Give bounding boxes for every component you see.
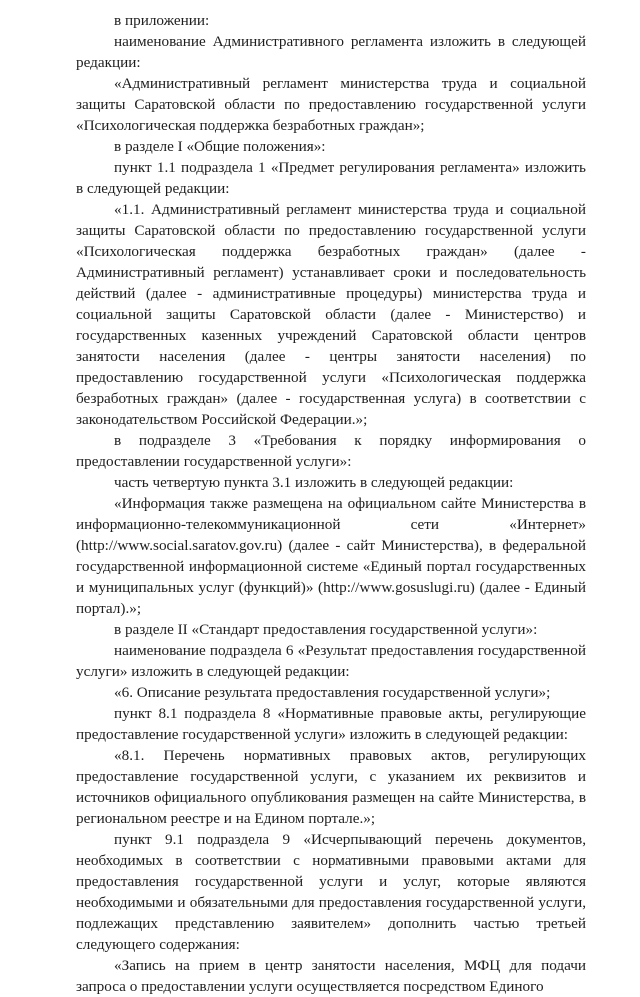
- paragraph: в разделе II «Стандарт предоставления государственной услуги»:: [114, 621, 538, 638]
- paragraph: «1.1. Административный регламент министерства труда и социальной защиты Саратовской области по предоставлению государственной услуги «Психологическая поддержка безработных граждан» (далее - Административный регламент) устанавливает сроки и последовательность действий (далее - административные процедуры) министерства труда и социальной защиты Саратовской области (далее - Министерство) и государственных казенных учреждений Саратовской области центров занятости населения (далее - центры занятости населения) по предоставлению государственной услуги «Психологическая поддержка безработных граждан» (далее - государственная услуга) в соответствии с законодательством Российской Федерации.»;: [76, 201, 586, 428]
- paragraph: наименование подраздела 6 «Результат предоставления государственной услуги» изложить в следующей редакции:: [76, 642, 586, 680]
- paragraph: «Административный регламент министерства труда и социальной защиты Саратовской области по предоставлению государственной услуги «Психологическая поддержка безработных граждан»;: [76, 75, 586, 134]
- paragraph: пункт 8.1 подраздела 8 «Нормативные правовые акты, регулирующие предоставление государственной услуги» изложить в следующей редакции:: [76, 705, 586, 743]
- paragraph: в разделе I «Общие положения»:: [114, 138, 326, 155]
- paragraph: пункт 1.1 подраздела 1 «Предмет регулирования регламента» изложить в следующей редакции:: [76, 159, 586, 197]
- paragraph: «6. Описание результата предоставления государственной услуги»;: [114, 684, 551, 701]
- paragraph: в приложении:: [114, 12, 210, 29]
- paragraph: наименование Административного регламента изложить в следующей редакции:: [76, 33, 586, 71]
- paragraph: пункт 9.1 подраздела 9 «Исчерпывающий перечень документов, необходимых в соответствии с нормативными правовыми актами для предоставления государственной услуги и услуг, которые являются необходимыми и обязательными для предоставления государственной услуги, подлежащих представлению заявителем» дополнить частью третьей следующего содержания:: [76, 831, 586, 953]
- document-body: [76, 10, 586, 997]
- paragraph: «Информация также размещена на официальном сайте Министерства в информационно-телекоммуникационной сети «Интернет» (http://www.social.saratov.gov.ru) (далее - сайт Министерства), в федеральной государственной информационной системе «Единый портал государственных и муниципальных услуг (функций)» (http://www.gosuslugi.ru) (далее - Единый портал).»;: [76, 495, 586, 617]
- paragraph: «8.1. Перечень нормативных правовых актов, регулирующих предоставление государственной услуги, с указанием их реквизитов и источников официального опубликования размещен на сайте Министерства, в региональном реестре и на Едином портале.»;: [76, 747, 586, 827]
- paragraph: в подразделе 3 «Требования к порядку информирования о предоставлении государственной услуги»:: [76, 432, 586, 470]
- paragraph: часть четвертую пункта 3.1 изложить в следующей редакции:: [114, 474, 514, 491]
- paragraph: «Запись на прием в центр занятости населения, МФЦ для подачи запроса о предоставлении услуги осуществляется посредством Единого: [76, 957, 586, 995]
